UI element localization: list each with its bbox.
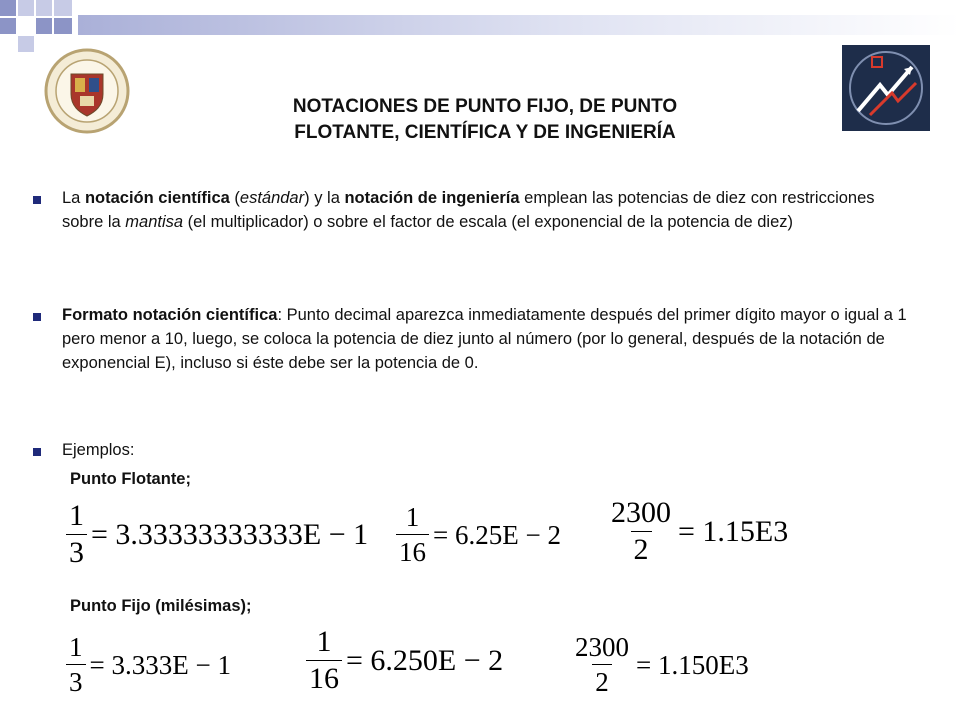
- numerator: 1: [405, 502, 420, 532]
- result: = 1.15E3: [678, 514, 789, 548]
- floating-example-3: [608, 497, 788, 566]
- text-fragment: (el multiplicador) o sobre el factor de escala (el exponencial de la potencia de diez): [183, 213, 793, 231]
- deco-square-3: [36, 0, 52, 16]
- page-title: [160, 94, 810, 146]
- text-fragment: (: [229, 189, 240, 207]
- fraction: [608, 497, 674, 566]
- result: = 3.33333333333E − 1: [91, 517, 369, 551]
- title-line-2: FLOTANTE, CIENTÍFICA Y DE INGENIERÍA: [294, 122, 676, 143]
- numerator: 1: [69, 499, 84, 532]
- fraction: [306, 626, 342, 695]
- result: = 6.25E − 2: [433, 519, 561, 550]
- numerator: 2300: [575, 632, 629, 662]
- text-fragment: La: [62, 189, 85, 207]
- text-fragment: ) y la: [304, 189, 345, 207]
- term-engineering-notation: notación de ingeniería: [344, 189, 520, 207]
- floating-example-1: [66, 500, 368, 569]
- term-standard: estándar: [239, 189, 305, 207]
- bullet-marker-3: [33, 448, 41, 456]
- fixed-example-1: [66, 632, 231, 697]
- numerator: 2300: [611, 496, 671, 529]
- fraction: [66, 500, 87, 569]
- electrical-engineering-logo-icon: [842, 45, 930, 131]
- bullet-marker-1: [33, 196, 41, 204]
- deco-square-4: [0, 18, 16, 34]
- deco-square-1: [0, 0, 16, 16]
- text-fragment: : Punto decimal aparezca inmediatamente después del primer dígito mayor o igual a 1 pero menor a 10, luego, se coloca la potencia de diez junto al número (por lo general, después de la notación de exponencial E), incluso si éste debe ser la potencia de 0.: [62, 306, 907, 372]
- examples-label: Ejemplos:: [62, 441, 135, 459]
- result: = 3.333E − 1: [89, 649, 231, 680]
- paragraph-notation-definition: [62, 186, 918, 234]
- fixed-example-2: [306, 626, 503, 695]
- fraction: [572, 632, 632, 697]
- term-scientific-format: Formato notación científica: [62, 306, 278, 324]
- result: = 1.150E3: [636, 649, 749, 680]
- title-line-1: NOTACIONES DE PUNTO FIJO, DE PUNTO: [292, 96, 678, 117]
- paragraph-scientific-format: [62, 303, 918, 375]
- university-seal-icon: [44, 48, 130, 134]
- deco-square-7: [18, 36, 34, 52]
- denominator: 16: [306, 660, 342, 695]
- denominator: 16: [396, 534, 429, 567]
- deco-square-5: [36, 18, 52, 34]
- fixed-example-3: [572, 632, 749, 697]
- floating-point-label: Punto Flotante;: [70, 470, 191, 488]
- deco-square-6: [54, 0, 72, 16]
- paragraph-examples: [62, 438, 918, 462]
- deco-square-2: [18, 0, 34, 16]
- header-bar: [78, 15, 960, 35]
- denominator: 2: [631, 531, 652, 566]
- numerator: 1: [69, 632, 83, 662]
- numerator: 1: [316, 625, 332, 658]
- fraction: [66, 632, 86, 697]
- denominator: 3: [66, 534, 87, 569]
- fraction: [396, 502, 429, 567]
- denominator: 3: [66, 664, 86, 697]
- deco-square-8: [54, 18, 72, 34]
- denominator: 2: [592, 664, 612, 697]
- fixed-point-label: Punto Fijo (milésimas);: [70, 597, 252, 615]
- term-scientific-notation: notación científica: [84, 189, 230, 207]
- floating-example-2: [396, 502, 561, 567]
- text-fragment: emplean las potencias de diez con restricciones sobre la: [62, 189, 875, 231]
- bullet-marker-2: [33, 313, 41, 321]
- result: = 6.250E − 2: [346, 643, 504, 677]
- term-mantissa: mantisa: [125, 213, 184, 231]
